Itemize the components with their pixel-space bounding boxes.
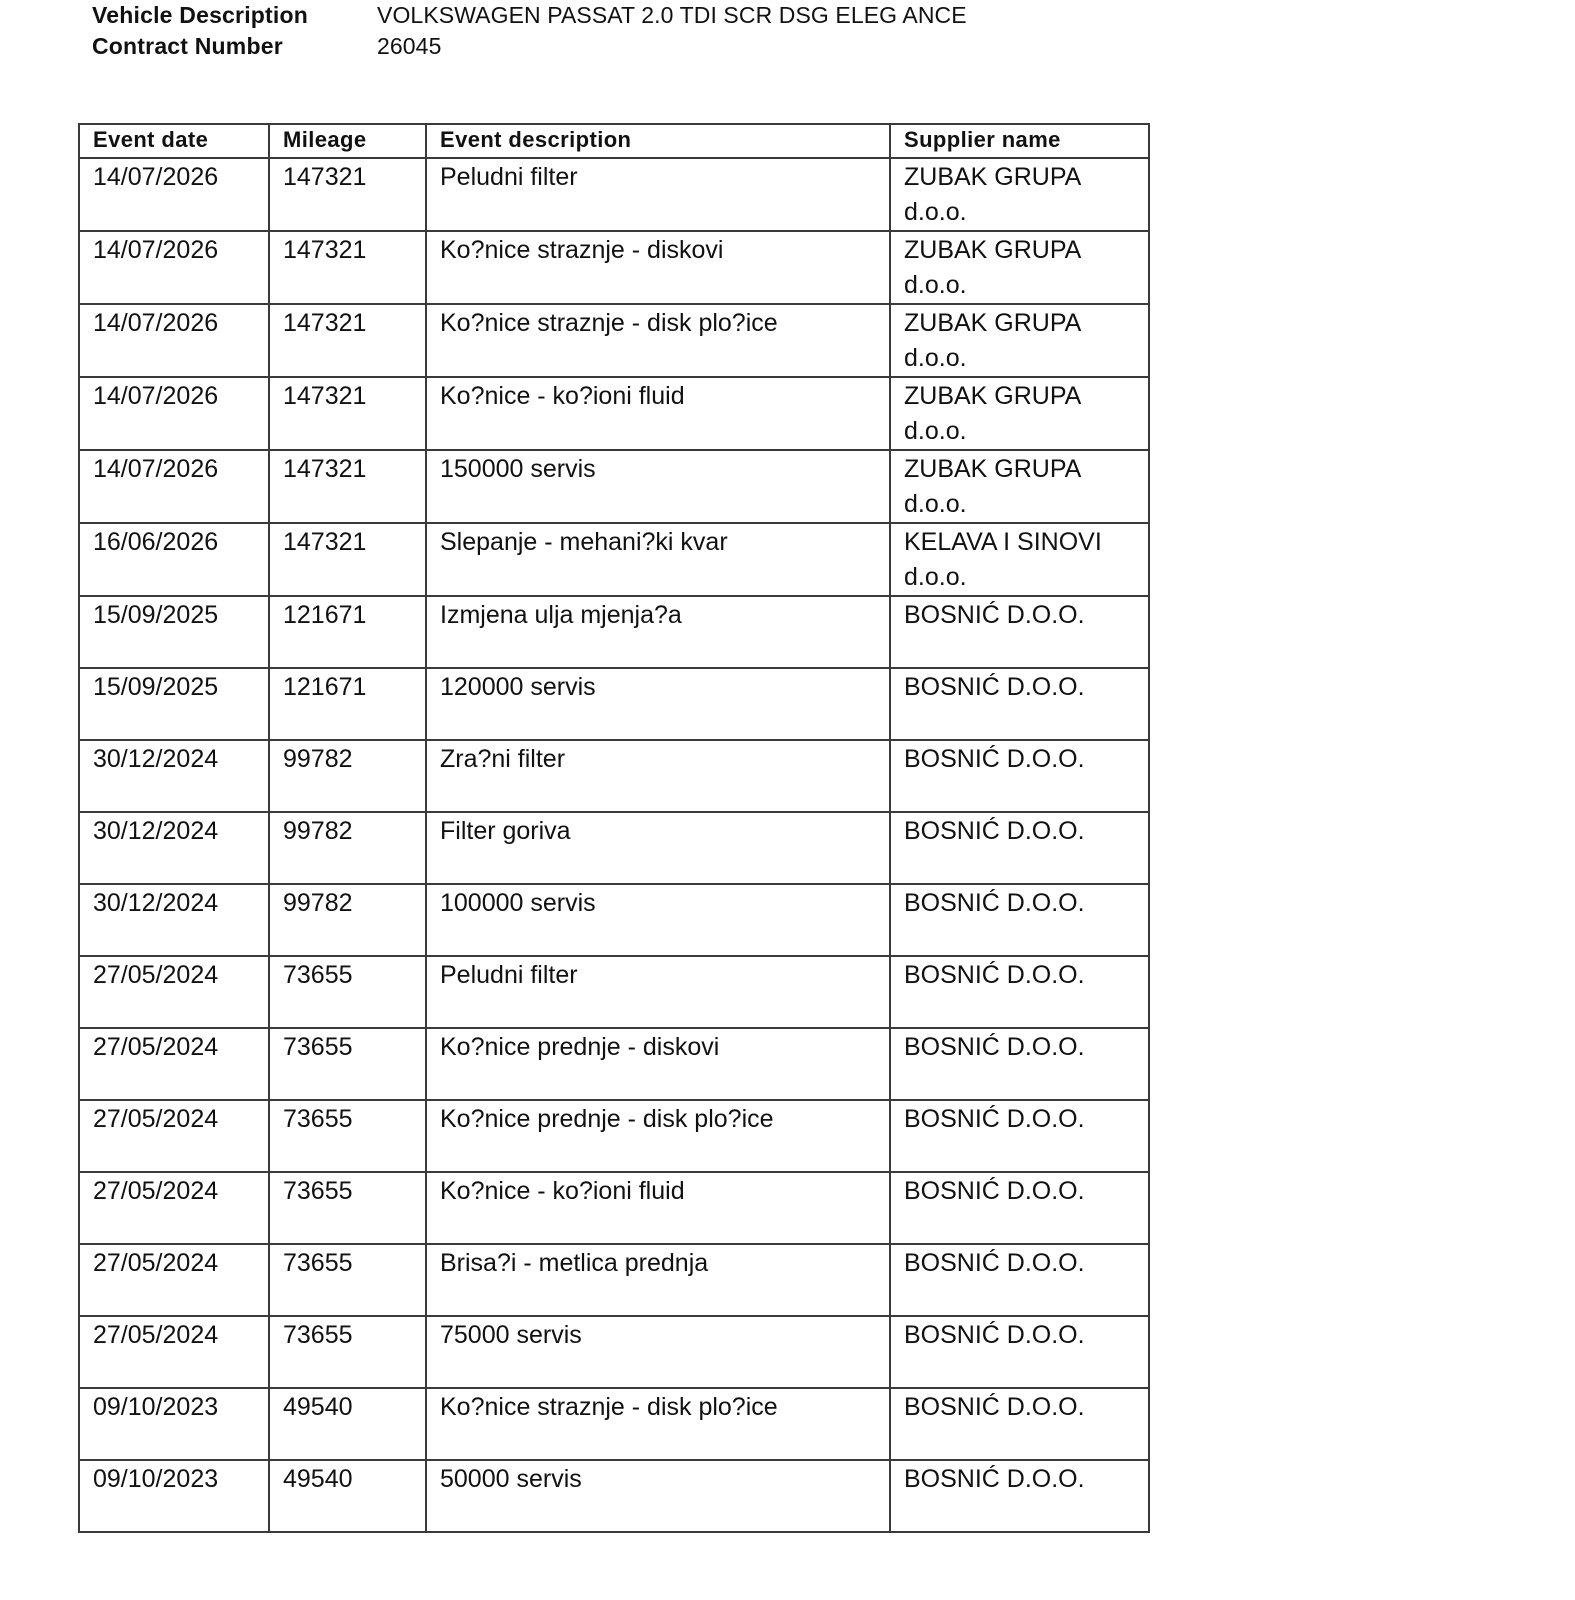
- table-header-row: [79, 124, 1149, 158]
- event-date-cell: 27/05/2024: [79, 1172, 269, 1244]
- event-date-cell: 14/07/2026: [79, 377, 269, 450]
- event-date-cell: 15/09/2025: [79, 668, 269, 740]
- event-date-cell: 16/06/2026: [79, 523, 269, 596]
- table-row: [79, 231, 1149, 304]
- event-description-cell: Izmjena ulja mjenja?a: [426, 596, 890, 668]
- event-description-cell: 100000 servis: [426, 884, 890, 956]
- event-description-cell: Zra?ni filter: [426, 740, 890, 812]
- table-row: [79, 596, 1149, 668]
- event-date-cell: 14/07/2026: [79, 158, 269, 231]
- contract-number-label: Contract Number: [92, 33, 283, 59]
- vehicle-info: [92, 0, 967, 62]
- supplier-name-cell: BOSNIĆ D.O.O.: [890, 668, 1149, 740]
- event-description-cell: 50000 servis: [426, 1460, 890, 1532]
- table-row: [79, 1172, 1149, 1244]
- supplier-name-cell: ZUBAK GRUPA d.o.o.: [890, 158, 1149, 231]
- supplier-name-cell: BOSNIĆ D.O.O.: [890, 740, 1149, 812]
- mileage-cell: 99782: [269, 740, 426, 812]
- header-event-description: Event description: [426, 124, 890, 158]
- table-row: [79, 1244, 1149, 1316]
- mileage-cell: 147321: [269, 231, 426, 304]
- mileage-cell: 99782: [269, 884, 426, 956]
- supplier-name-cell: BOSNIĆ D.O.O.: [890, 1028, 1149, 1100]
- mileage-cell: 147321: [269, 523, 426, 596]
- mileage-cell: 73655: [269, 1100, 426, 1172]
- supplier-name-cell: BOSNIĆ D.O.O.: [890, 956, 1149, 1028]
- event-description-cell: Ko?nice straznje - disk plo?ice: [426, 1388, 890, 1460]
- table-row: [79, 884, 1149, 956]
- event-date-cell: 14/07/2026: [79, 231, 269, 304]
- mileage-cell: 121671: [269, 668, 426, 740]
- supplier-name-cell: BOSNIĆ D.O.O.: [890, 1316, 1149, 1388]
- supplier-name-cell: BOSNIĆ D.O.O.: [890, 1100, 1149, 1172]
- table-row: [79, 1316, 1149, 1388]
- table-row: [79, 304, 1149, 377]
- supplier-name-cell: BOSNIĆ D.O.O.: [890, 596, 1149, 668]
- event-date-cell: 27/05/2024: [79, 1100, 269, 1172]
- event-description-cell: Filter goriva: [426, 812, 890, 884]
- supplier-name-cell: KELAVA I SINOVI d.o.o.: [890, 523, 1149, 596]
- event-date-cell: 30/12/2024: [79, 740, 269, 812]
- header-event-date: Event date: [79, 124, 269, 158]
- supplier-name-cell: BOSNIĆ D.O.O.: [890, 1460, 1149, 1532]
- event-description-cell: Ko?nice prednje - disk plo?ice: [426, 1100, 890, 1172]
- event-description-cell: Brisa?i - metlica prednja: [426, 1244, 890, 1316]
- mileage-cell: 147321: [269, 158, 426, 231]
- event-description-cell: Slepanje - mehani?ki kvar: [426, 523, 890, 596]
- event-description-cell: 75000 servis: [426, 1316, 890, 1388]
- contract-number-value: 26045: [377, 33, 442, 59]
- header-supplier-name: Supplier name: [890, 124, 1149, 158]
- event-date-cell: 27/05/2024: [79, 1244, 269, 1316]
- supplier-name-cell: BOSNIĆ D.O.O.: [890, 884, 1149, 956]
- event-date-cell: 14/07/2026: [79, 450, 269, 523]
- event-date-cell: 27/05/2024: [79, 956, 269, 1028]
- table-row: [79, 668, 1149, 740]
- mileage-cell: 121671: [269, 596, 426, 668]
- table-row: [79, 1460, 1149, 1532]
- service-events-table: [78, 123, 1150, 1533]
- event-date-cell: 27/05/2024: [79, 1316, 269, 1388]
- event-date-cell: 30/12/2024: [79, 812, 269, 884]
- supplier-name-cell: ZUBAK GRUPA d.o.o.: [890, 450, 1149, 523]
- table-row: [79, 1388, 1149, 1460]
- table-row: [79, 956, 1149, 1028]
- event-date-cell: 27/05/2024: [79, 1028, 269, 1100]
- mileage-cell: 73655: [269, 956, 426, 1028]
- event-date-cell: 15/09/2025: [79, 596, 269, 668]
- mileage-cell: 147321: [269, 304, 426, 377]
- header-mileage: Mileage: [269, 124, 426, 158]
- supplier-name-cell: BOSNIĆ D.O.O.: [890, 1388, 1149, 1460]
- event-date-cell: 14/07/2026: [79, 304, 269, 377]
- mileage-cell: 49540: [269, 1388, 426, 1460]
- mileage-cell: 73655: [269, 1028, 426, 1100]
- mileage-cell: 49540: [269, 1460, 426, 1532]
- contract-number-row: [92, 31, 967, 62]
- event-description-cell: Ko?nice prednje - diskovi: [426, 1028, 890, 1100]
- event-description-cell: Ko?nice straznje - disk plo?ice: [426, 304, 890, 377]
- event-description-cell: Ko?nice - ko?ioni fluid: [426, 377, 890, 450]
- supplier-name-cell: BOSNIĆ D.O.O.: [890, 1244, 1149, 1316]
- table-row: [79, 523, 1149, 596]
- mileage-cell: 147321: [269, 450, 426, 523]
- event-date-cell: 09/10/2023: [79, 1388, 269, 1460]
- table-row: [79, 1028, 1149, 1100]
- vehicle-description-label: Vehicle Description: [92, 2, 308, 28]
- table-row: [79, 377, 1149, 450]
- event-description-cell: 120000 servis: [426, 668, 890, 740]
- event-description-cell: Ko?nice straznje - diskovi: [426, 231, 890, 304]
- table-row: [79, 158, 1149, 231]
- event-date-cell: 09/10/2023: [79, 1460, 269, 1532]
- event-description-cell: Ko?nice - ko?ioni fluid: [426, 1172, 890, 1244]
- vehicle-description-value: VOLKSWAGEN PASSAT 2.0 TDI SCR DSG ELEG ANCE: [377, 2, 967, 28]
- mileage-cell: 147321: [269, 377, 426, 450]
- supplier-name-cell: BOSNIĆ D.O.O.: [890, 1172, 1149, 1244]
- table-row: [79, 450, 1149, 523]
- table-row: [79, 1100, 1149, 1172]
- event-date-cell: 30/12/2024: [79, 884, 269, 956]
- mileage-cell: 99782: [269, 812, 426, 884]
- mileage-cell: 73655: [269, 1244, 426, 1316]
- supplier-name-cell: ZUBAK GRUPA d.o.o.: [890, 304, 1149, 377]
- event-description-cell: 150000 servis: [426, 450, 890, 523]
- supplier-name-cell: BOSNIĆ D.O.O.: [890, 812, 1149, 884]
- vehicle-description-row: [92, 0, 967, 31]
- mileage-cell: 73655: [269, 1172, 426, 1244]
- table-row: [79, 812, 1149, 884]
- event-description-cell: Peludni filter: [426, 158, 890, 231]
- table-row: [79, 740, 1149, 812]
- mileage-cell: 73655: [269, 1316, 426, 1388]
- supplier-name-cell: ZUBAK GRUPA d.o.o.: [890, 231, 1149, 304]
- supplier-name-cell: ZUBAK GRUPA d.o.o.: [890, 377, 1149, 450]
- event-description-cell: Peludni filter: [426, 956, 890, 1028]
